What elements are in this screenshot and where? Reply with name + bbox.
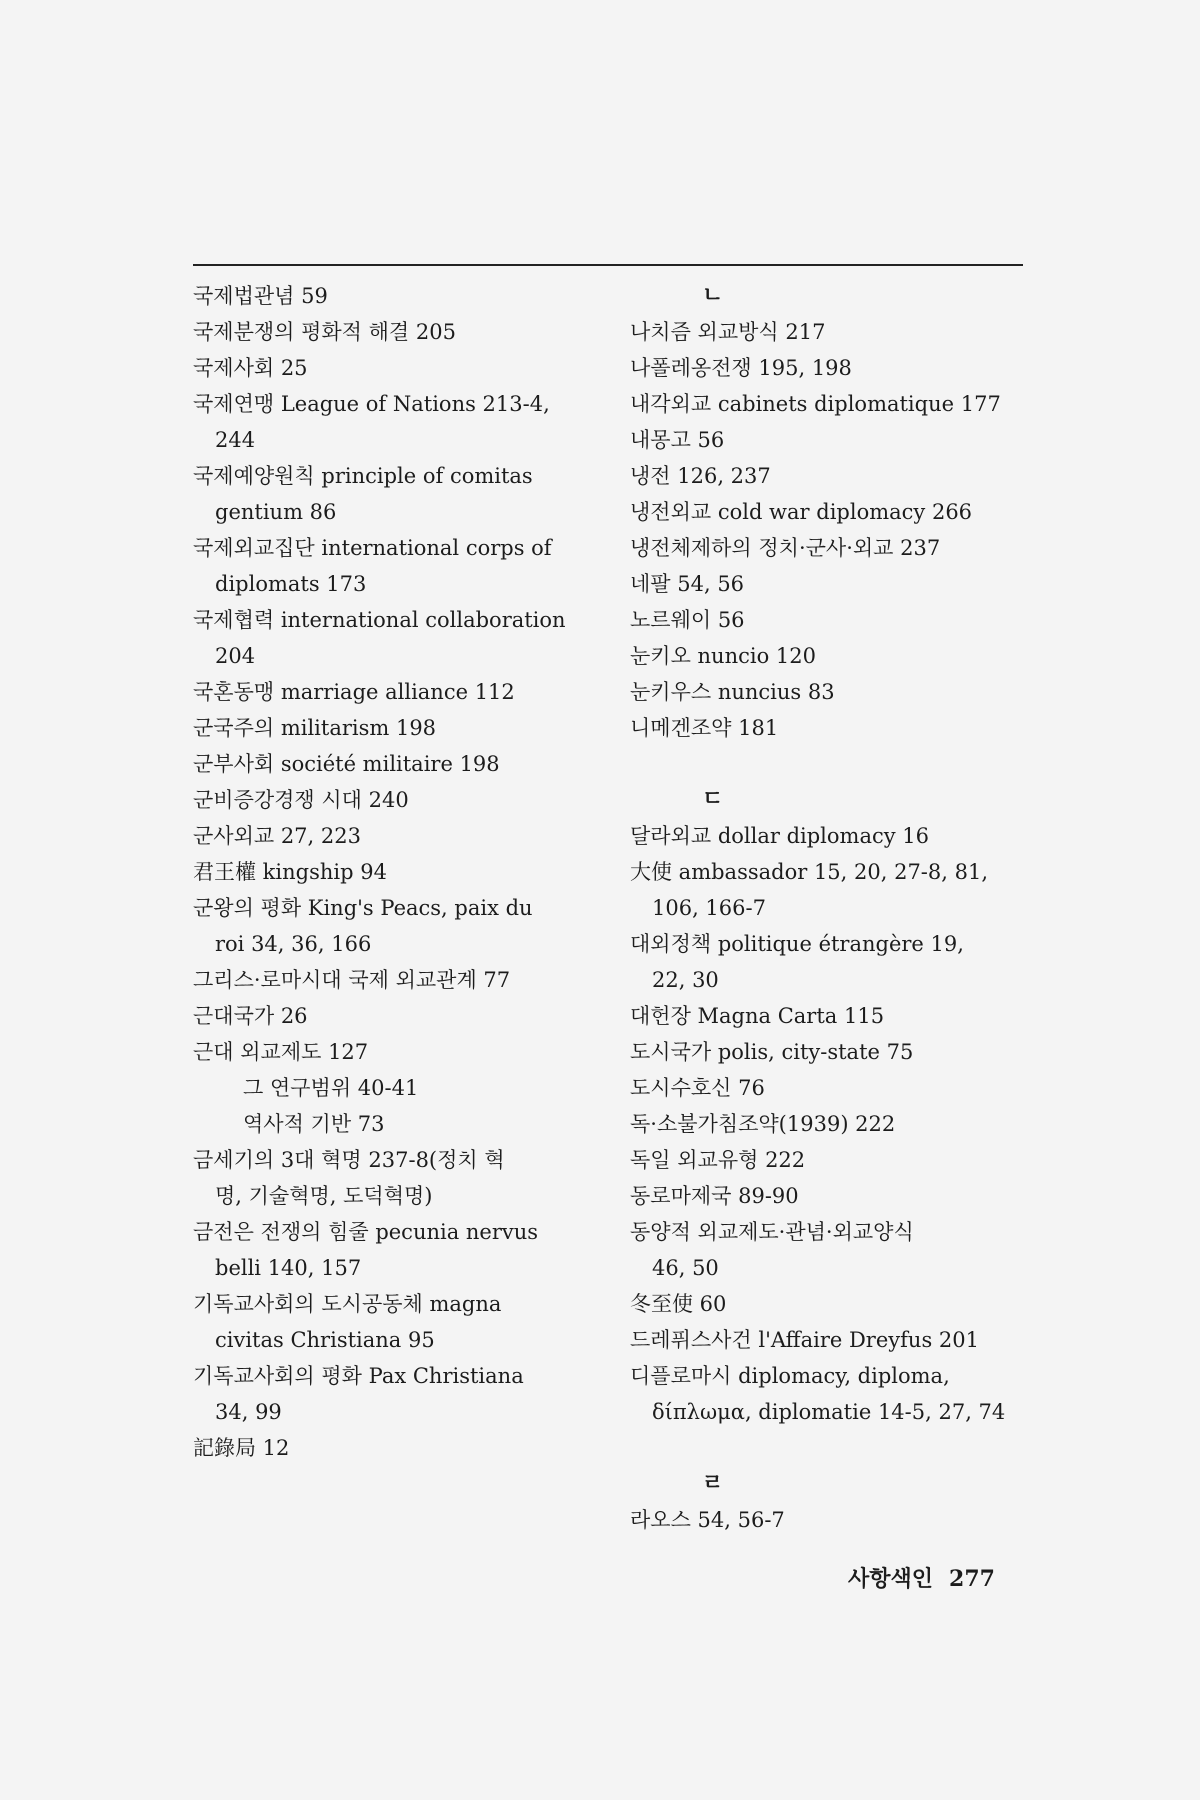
index-entry: 기독교사회의 도시공동체 magna <box>193 1292 502 1316</box>
index-entry: 국혼동맹 marriage alliance 112 <box>193 680 515 704</box>
index-entry: 독일 외교유형 222 <box>630 1148 806 1172</box>
index-entry: 국제협력 international collaboration <box>193 608 566 632</box>
index-column-left <box>193 278 613 1466</box>
index-entry: 냉전외교 cold war diplomacy 266 <box>630 500 973 524</box>
index-entry: gentium 86 <box>215 500 337 524</box>
index-entry: 大使 ambassador 15, 20, 27-8, 81, <box>630 860 989 884</box>
index-entry: 도시국가 polis, city-state 75 <box>630 1040 914 1064</box>
page-footer <box>848 1562 995 1593</box>
index-entry: 기독교사회의 평화 Pax Christiana <box>193 1364 524 1388</box>
index-entry: 記錄局 12 <box>193 1436 290 1460</box>
index-entry: 국제외교집단 international corps of <box>193 536 552 560</box>
index-entry: 냉전체제하의 정치·군사·외교 237 <box>630 536 941 560</box>
index-entry: 동로마제국 89-90 <box>630 1184 799 1208</box>
index-entry: 눈키오 nuncio 120 <box>630 644 816 668</box>
index-entry: 독·소불가침조약(1939) 222 <box>630 1112 896 1136</box>
index-entry: 34, 99 <box>215 1400 282 1424</box>
section-gap <box>630 746 1030 782</box>
index-entry: 국제분쟁의 평화적 해결 205 <box>193 320 456 344</box>
index-entry: 드레퓌스사건 l'Affaire Dreyfus 201 <box>630 1328 979 1352</box>
index-entry: 근대국가 26 <box>193 1004 308 1028</box>
index-entry: 46, 50 <box>652 1256 719 1280</box>
footer-label: 사항색인 <box>848 1566 934 1592</box>
index-entry: 눈키우스 nuncius 83 <box>630 680 835 704</box>
index-entry: belli 140, 157 <box>215 1256 362 1280</box>
index-entry: 군부사회 société militaire 198 <box>193 752 500 776</box>
index-entry: 나폴레옹전쟁 195, 198 <box>630 356 852 380</box>
header-rule <box>193 264 1023 266</box>
index-entry: 역사적 기반 73 <box>243 1112 385 1136</box>
section-gap <box>630 1430 1030 1466</box>
index-entry: 군비증강경쟁 시대 240 <box>193 788 409 812</box>
index-entry: 106, 166-7 <box>652 896 766 920</box>
index-entry: 군왕의 평화 King's Peacs, paix du <box>193 896 533 920</box>
index-entry: 국제법관념 59 <box>193 284 328 308</box>
index-entry: 대헌장 Magna Carta 115 <box>630 1004 885 1028</box>
index-entry: 君王權 kingship 94 <box>193 860 387 884</box>
index-entry: 노르웨이 56 <box>630 608 745 632</box>
index-entry: 금세기의 3대 혁명 237-8(정치 혁 <box>193 1148 505 1172</box>
index-entry: 244 <box>215 428 256 452</box>
page-number: 277 <box>949 1566 995 1592</box>
index-entry: 디플로마시 diplomacy, diploma, <box>630 1364 950 1388</box>
index-entry: 국제예양원칙 principle of comitas <box>193 464 533 488</box>
index-entry: 국제사회 25 <box>193 356 308 380</box>
index-entry: 22, 30 <box>652 968 719 992</box>
index-entry: 달라외교 dollar diplomacy 16 <box>630 824 929 848</box>
index-entry: 냉전 126, 237 <box>630 464 771 488</box>
index-entry: 니메겐조약 181 <box>630 716 779 740</box>
index-entry: diplomats 173 <box>215 572 367 596</box>
index-column-right <box>630 278 1030 1538</box>
index-entry: 내몽고 56 <box>630 428 725 452</box>
index-entry: 금전은 전쟁의 힘줄 pecunia nervus <box>193 1220 539 1244</box>
index-entry: δίπλωμα, diplomatie 14-5, 27, 74 <box>652 1400 1006 1424</box>
index-entry: 명, 기술혁명, 도덕혁명) <box>215 1184 433 1208</box>
index-entry: 라오스 54, 56-7 <box>630 1508 785 1532</box>
index-entry: 동양적 외교제도·관념·외교양식 <box>630 1220 914 1244</box>
index-entry: civitas Christiana 95 <box>215 1328 435 1352</box>
index-entry: 204 <box>215 644 256 668</box>
index-entry: 그 연구범위 40-41 <box>243 1076 419 1100</box>
index-entry: 네팔 54, 56 <box>630 572 745 596</box>
index-entry: 군사외교 27, 223 <box>193 824 361 848</box>
index-entry: 도시수호신 76 <box>630 1076 765 1100</box>
index-entry: 대외정책 politique étrangère 19, <box>630 932 964 956</box>
index-entry: 근대 외교제도 127 <box>193 1040 369 1064</box>
index-entry: roi 34, 36, 166 <box>215 932 372 956</box>
index-entry: 冬至使 60 <box>630 1292 727 1316</box>
section-letter: ㄹ <box>702 1471 724 1496</box>
index-entry: 군국주의 militarism 198 <box>193 716 437 740</box>
section-letter: ㄷ <box>702 787 724 812</box>
index-entry: 내각외교 cabinets diplomatique 177 <box>630 392 1001 416</box>
section-letter: ㄴ <box>702 283 724 308</box>
index-entry: 나치즘 외교방식 217 <box>630 320 826 344</box>
index-entry: 그리스·로마시대 국제 외교관계 77 <box>193 968 511 992</box>
index-entry: 국제연맹 League of Nations 213-4, <box>193 392 550 416</box>
